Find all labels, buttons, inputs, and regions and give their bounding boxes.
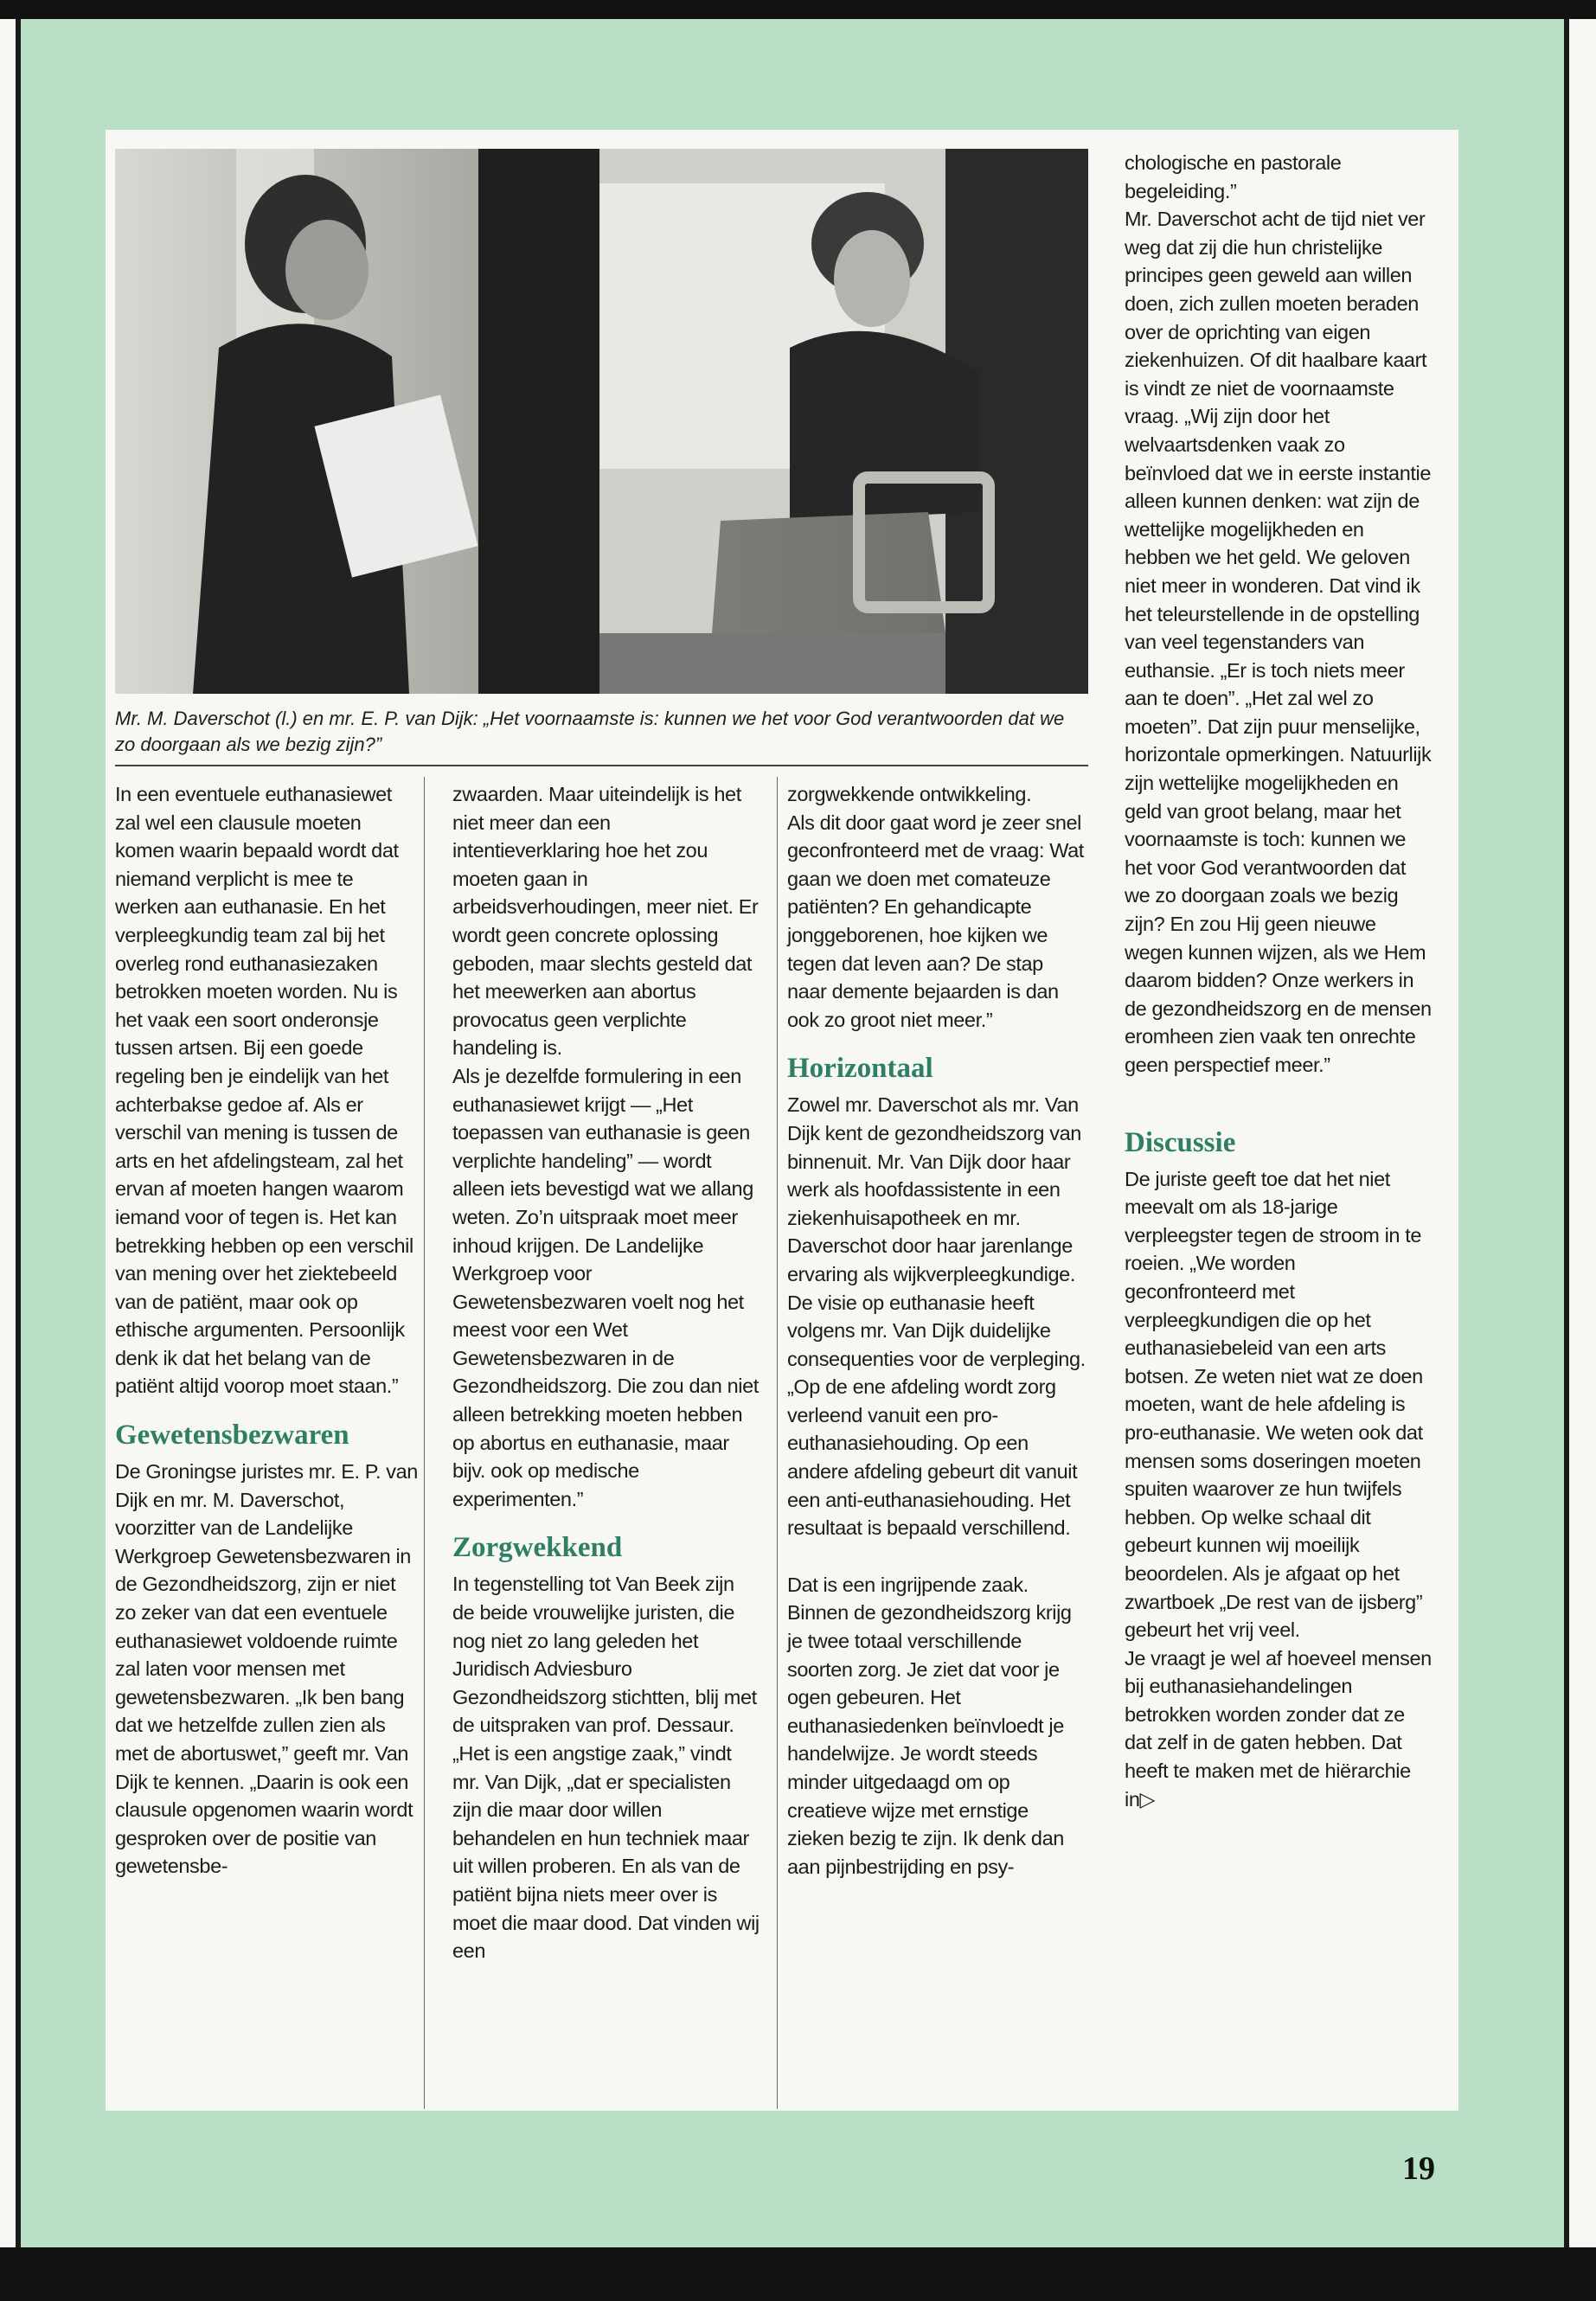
paragraph: chologische en pastorale begeleiding.”: [1125, 151, 1342, 202]
right-frame-line: [1564, 19, 1569, 2247]
column-3: [787, 780, 1086, 1881]
column-2: [452, 780, 760, 1965]
page-number: 19: [1402, 2150, 1435, 2187]
section-heading: Horizontaal: [787, 1053, 933, 1085]
paragraph: zwaarden. Maar uiteindelijk is het niet meer dan een intentieverklaring hoe het zou moeten gaan in arbeidsverhoudingen, meer niet. Er wordt geen concrete oplossing geboden, maar slechts gesteld dat het meewerken aan abortus provocatus geen verplichte handeling is.: [452, 783, 759, 1060]
paragraph: Als je dezelfde formulering in een euthanasiewet krijgt — „Het toepassen van euthanasie is geen verplichte handeling” — wordt alleen iets bevestigd wat we allang weten. Zo’n uitspraak moet meer inhoud krijgen. De Landelijke Werkgroep voor Gewetensbezwaren voelt nog het meest voor een Wet Gewetensbezwaren in de Gezondheidszorg. Die zou dan niet alleen betrekking moeten hebben op abortus en euthanasie, maar bijv. ook op medische experimenten.”: [452, 1064, 759, 1510]
caption-rule: [115, 765, 1088, 766]
paragraph-text: De juriste geeft toe dat het niet meevalt om als 18-jarige verpleegster tegen de stroom in te roeien. „We worden geconfronteerd met verpleegkundigen die op het euthanasiebeleid van een arts botsen. Ze weten niet wat ze doen moeten, want de hele afdeling is pro-euthanasie. We weten ook dat mensen soms doseringen moeten spuiten waarover ze hun twijfels hebben. Op welke schaal dit gebeurt kunnen wij moeilijk beoordelen. Als je afgaat op het zwartboek „De rest van de ijsberg” gebeurt het vrij veel.: [1125, 1167, 1423, 1642]
column-divider: [777, 777, 778, 2109]
bottom-black-band: [0, 2247, 1596, 2301]
paragraph: In een eventuele euthanasiewet zal wel een clausule moeten komen waarin bepaald wordt dat niemand verplicht is mee te werken aan euthanasie. En het verpleegkundig team zal bij het overleg rond euthanasiezaken betrokken moeten worden. Nu is het vaak een soort onderonsje tussen artsen. Bij een goede regeling ben je eindelijk van het achterbakse gedoe af. Als er verschil van mening is tussen de arts en het afdelingsteam, zal het ervan af moeten hangen waarom iemand voor of tegen is. Het kan betrekking hebben op een verschil van mening over het ziektebeeld van de patiënt, maar ook op ethische argumenten. Persoonlijk denk ik dat het belang van de patiënt altijd voorop moet staan.”: [115, 783, 413, 1398]
paragraph: [1125, 1644, 1432, 1814]
article-photo: [115, 149, 1088, 694]
photo-caption: Mr. M. Daverschot (l.) en mr. E. P. van Dijk: „Het voornaamste is: kunnen we het voor God verantwoorden dat we zo doorgaan als we bezig zijn?”: [115, 708, 1065, 755]
paragraph: Zowel mr. Daverschot als mr. Van Dijk kent de gezondheidszorg van binnenuit. Mr. Van Dijk door haar werk als hoofdassistente in een ziekenhuisapotheek en mr. Daverschot door haar jarenlange ervaring als wijkverpleegkundige. De visie op euthanasie heeft volgens mr. Van Dijk duidelijke consequenties voor de verpleging. „Op de ene afdeling wordt zorg verleend vanuit een pro-euthanasiehouding. Op een andere afdeling gebeurt dit vanuit een anti-euthanasiehouding. Het resultaat is bepaald verschillend.: [787, 1093, 1086, 1540]
column-1: [115, 780, 418, 1881]
paragraph: De Groningse juristes mr. E. P. van Dijk en mr. M. Daverschot, voorzitter van de Landelijke Werkgroep Gewetensbezwaren in de Gezondheidszorg, zijn er niet zo zeker van dat een eventuele euthanasiewet voldoende ruimte zal laten voor mensen met gewetensbezwaren. „Ik ben bang dat we hetzelfde zullen zien als met de abortuswet,” geeft mr. Van Dijk te kennen. „Daarin is ook een clausule opgenomen waarin wordt gesproken over de positie van gewetensbe-: [115, 1460, 418, 1878]
green-border-left: [21, 130, 106, 2111]
paragraph: Dat is een ingrijpende zaak. Binnen de gezondheidszorg krijg je twee totaal verschillende soorten zorg. Je ziet dat voor je ogen gebeuren. Het euthanasiedenken beïnvloedt je handelwijze. Je wordt steeds minder uitgedaagd om op creatieve wijze met ernstige zieken bezig te zijn. Ik denk dan aan pijnbestrijding en psy-: [787, 1573, 1072, 1878]
green-border-bottom: [21, 2111, 1564, 2247]
section-heading: Discussie: [1125, 1126, 1236, 1158]
paragraph: zorgwekkende ontwikkeling.: [787, 783, 1032, 805]
section-heading: Zorgwekkend: [452, 1532, 623, 1564]
paragraph: [1125, 1165, 1432, 1644]
paragraph: In tegenstelling tot Van Beek zijn de beide vrouwelijke juristen, die nog niet zo lang geleden het Juridisch Adviesburo Gezondheidszorg stichtten, blij met de uitspraken van prof. Dessaur. „Het is een angstige zaak,” vindt mr. Van Dijk, „dat er specialisten zijn die maar door willen behandelen en hun techniek maar uit willen proberen. En als van de patiënt bijna niets meer over is moet die maar dood. Dat vinden wij een: [452, 1573, 760, 1963]
top-black-band: [0, 0, 1596, 19]
continue-arrow-icon: ▷: [1139, 1787, 1156, 1811]
green-border-right: [1458, 130, 1564, 2111]
paragraph-text: Je vraagt je wel af hoeveel mensen bij euthanasiehandelingen betrokken worden zonder dat ze dat zelf in de gaten hebben. Dat heeft te maken met de hiërarchie in: [1125, 1646, 1432, 1811]
photo-illustration: [115, 149, 1088, 694]
paragraph: Als dit door gaat word je zeer snel geconfronteerd met de vraag: Wat gaan we doen met comateuze patiënten? En gehandicapte jonggeborenen, hoe kijken we tegen dat leven aan? De stap naar demente bejaarden is dan ook zo groot niet meer.”: [787, 811, 1084, 1031]
green-border-top: [21, 19, 1564, 130]
column-divider: [424, 777, 425, 2109]
paragraph: Mr. Daverschot acht de tijd niet ver weg dat zij die hun christelijke principes geen geweld aan willen doen, zich zullen moeten beraden over de oprichting van eigen ziekenhuizen. Of dit haalbare kaart is vindt ze niet de voornaamste vraag. „Wij zijn door het welvaartsdenken vaak zo beïnvloed dat we in eerste instantie alleen kunnen denken: wat zijn de wettelijke mogelijkheden en hebben we het geld. We geloven niet meer in wonderen. Dat vind ik het teleurstellende in de opstelling van veel tegenstanders van euthansie. „Er is toch niets meer aan te doen”. „Het zal wel zo moeten”. Dat zijn puur menselijke, horizontale opmerkingen. Natuurlijk zijn wettelijke mogelijkheden en geld van groot belang, maar het voornaamste is toch: kunnen we het voor God verantwoorden dat we zo doorgaan zoals we bezig zijn? En zou Hij geen nieuwe wegen kunnen wijzen, als we Hem daarom bidden? Onze werkers in de gezondheidszorg en de mensen eromheen zien vaak ten onrechte geen perspectief meer.”: [1125, 208, 1432, 1076]
section-heading: Gewetensbezwaren: [115, 1420, 349, 1452]
column-4: [1125, 149, 1432, 1813]
